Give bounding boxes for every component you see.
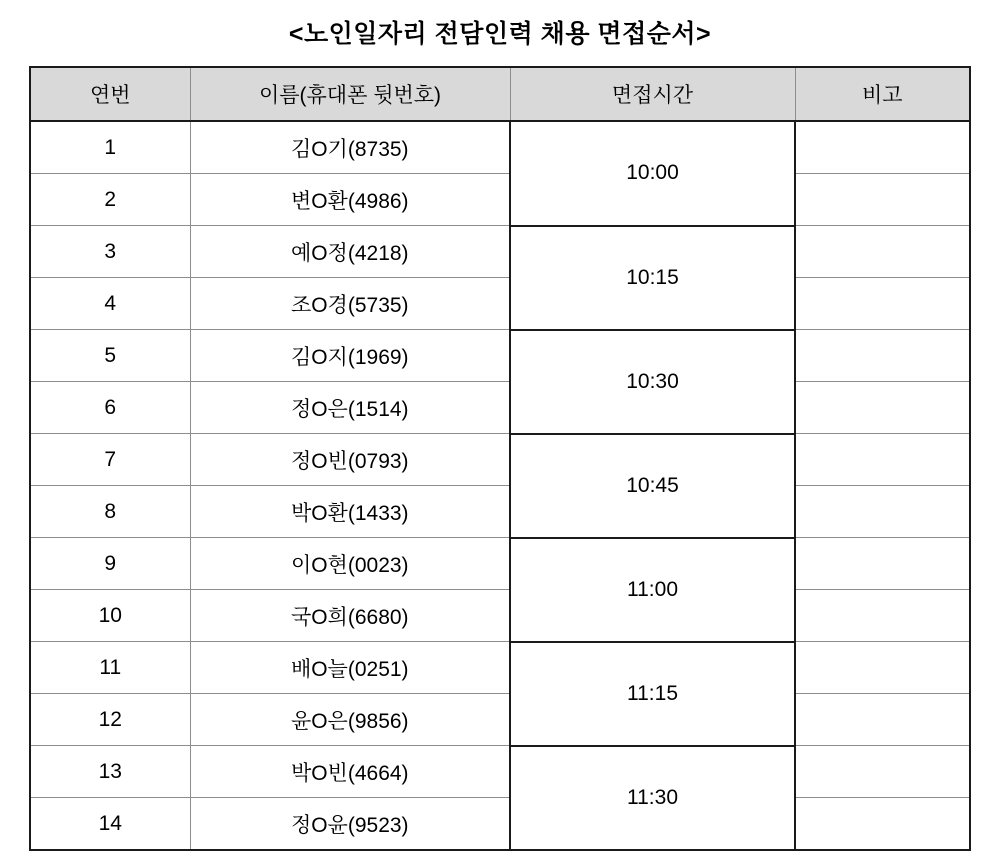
cell-note (795, 174, 970, 226)
cell-no: 9 (30, 538, 190, 590)
cell-time: 11:30 (510, 746, 795, 851)
cell-time: 10:00 (510, 121, 795, 226)
cell-note (795, 746, 970, 798)
table-row (30, 330, 970, 382)
column-header-no: 연번 (30, 67, 190, 121)
table-row (30, 642, 970, 694)
page-title: <노인일자리 전담인력 채용 면접순서> (288, 20, 712, 48)
cell-note (795, 590, 970, 642)
table-row (30, 538, 970, 590)
column-header-note: 비고 (795, 67, 970, 121)
table-header-row (30, 67, 970, 121)
table-row (30, 486, 970, 538)
table-row (30, 278, 970, 330)
table-row (30, 590, 970, 642)
cell-note (795, 121, 970, 174)
cell-name: 이O현(0023) (190, 538, 510, 590)
table-container (0, 66, 1000, 851)
cell-no: 10 (30, 590, 190, 642)
cell-name: 박O빈(4664) (190, 746, 510, 798)
cell-no: 6 (30, 382, 190, 434)
table-row (30, 694, 970, 746)
cell-name: 배O늘(0251) (190, 642, 510, 694)
column-header-name: 이름(휴대폰 뒷번호) (190, 67, 510, 121)
cell-note (795, 382, 970, 434)
cell-name: 변O환(4986) (190, 174, 510, 226)
cell-note (795, 330, 970, 382)
cell-time: 11:15 (510, 642, 795, 746)
cell-name: 정O은(1514) (190, 382, 510, 434)
column-header-time: 면접시간 (510, 67, 795, 121)
table-body (30, 121, 970, 850)
cell-note (795, 486, 970, 538)
cell-name: 박O환(1433) (190, 486, 510, 538)
cell-no: 4 (30, 278, 190, 330)
cell-no: 13 (30, 746, 190, 798)
table-header (30, 67, 970, 121)
table-row (30, 226, 970, 278)
table-row (30, 746, 970, 798)
cell-no: 11 (30, 642, 190, 694)
cell-note (795, 694, 970, 746)
cell-note (795, 278, 970, 330)
cell-no: 2 (30, 174, 190, 226)
cell-name: 김O기(8735) (190, 121, 510, 174)
table-row (30, 121, 970, 174)
cell-name: 정O윤(9523) (190, 798, 510, 851)
cell-time: 10:30 (510, 330, 795, 434)
table-row (30, 174, 970, 226)
cell-no: 12 (30, 694, 190, 746)
cell-no: 14 (30, 798, 190, 851)
table-row (30, 434, 970, 486)
cell-no: 5 (30, 330, 190, 382)
cell-note (795, 226, 970, 278)
cell-no: 7 (30, 434, 190, 486)
cell-name: 국O희(6680) (190, 590, 510, 642)
interview-schedule-table (29, 66, 971, 851)
cell-note (795, 434, 970, 486)
cell-no: 3 (30, 226, 190, 278)
cell-time: 10:15 (510, 226, 795, 330)
cell-name: 김O지(1969) (190, 330, 510, 382)
cell-time: 10:45 (510, 434, 795, 538)
cell-note (795, 642, 970, 694)
cell-no: 8 (30, 486, 190, 538)
cell-note (795, 538, 970, 590)
cell-name: 예O정(4218) (190, 226, 510, 278)
cell-name: 윤O은(9856) (190, 694, 510, 746)
cell-name: 정O빈(0793) (190, 434, 510, 486)
table-row (30, 382, 970, 434)
cell-no: 1 (30, 121, 190, 174)
cell-name: 조O경(5735) (190, 278, 510, 330)
cell-time: 11:00 (510, 538, 795, 642)
cell-note (795, 798, 970, 851)
table-row (30, 798, 970, 851)
